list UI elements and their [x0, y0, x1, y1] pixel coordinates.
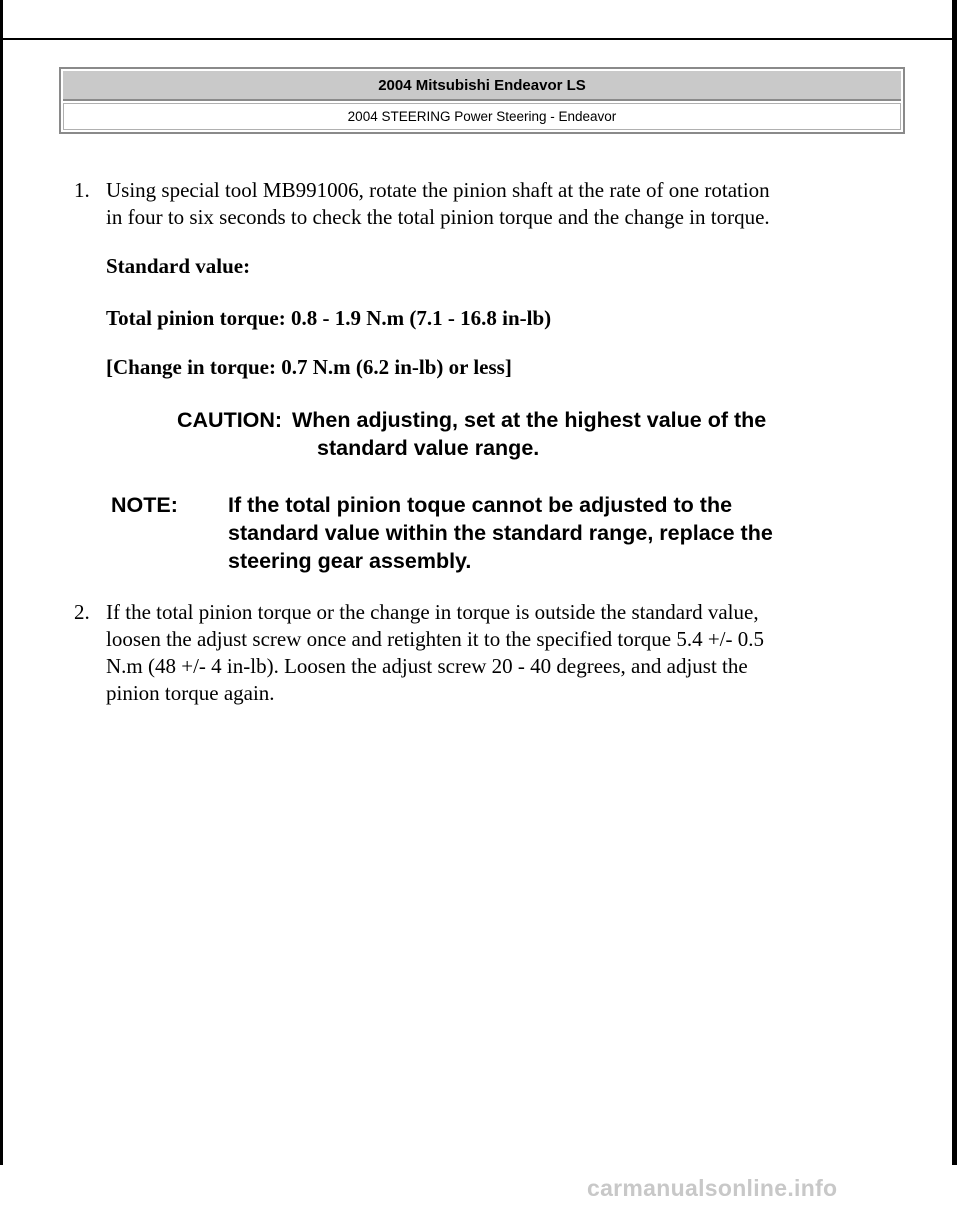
document-header — [59, 67, 905, 134]
note-text — [228, 491, 773, 575]
change-in-torque-spec: [Change in torque: 0.7 N.m (6.2 in-lb) or less] — [106, 355, 512, 379]
step-text — [106, 177, 904, 231]
step-1 — [74, 177, 904, 231]
step-line: loosen the adjust screw once and retighten it to the specified torque 5.4 +/- 0.5 — [106, 627, 764, 651]
caution-line: When adjusting, set at the highest value of the — [292, 408, 767, 432]
caution-text — [292, 406, 766, 462]
note-line: steering gear assembly. — [228, 549, 472, 573]
note-line: standard value within the standard range, replace the — [228, 521, 773, 545]
note-line: If the total pinion toque cannot be adjusted to the — [228, 493, 733, 517]
header-subtitle: 2004 STEERING Power Steering - Endeavor — [63, 103, 901, 130]
total-pinion-torque-spec: Total pinion torque: 0.8 - 1.9 N.m (7.1 - 16.8 in-lb) — [106, 306, 552, 330]
step-line: If the total pinion torque or the change in torque is outside the standard value, — [106, 600, 759, 624]
step-number: 2. — [74, 600, 90, 624]
step-2 — [74, 599, 904, 707]
step-line: Using special tool MB991006, rotate the pinion shaft at the rate of one rotation — [106, 178, 770, 202]
watermark: carmanualsonline.info — [587, 1175, 838, 1201]
page-border-right — [952, 0, 957, 1165]
step-text — [106, 599, 904, 707]
caution-label: CAUTION: — [177, 408, 283, 432]
step-number: 1. — [74, 178, 90, 202]
step-line: in four to six seconds to check the total pinion torque and the change in torque. — [106, 205, 770, 229]
standard-value-heading: Standard value: — [106, 254, 251, 278]
step-line: pinion torque again. — [106, 681, 275, 705]
page-border-top — [0, 38, 957, 40]
caution-line: standard value range. — [317, 436, 540, 460]
note-label: NOTE: — [111, 493, 178, 517]
page-border-left — [0, 0, 3, 1165]
step-line: N.m (48 +/- 4 in-lb). Loosen the adjust screw 20 - 40 degrees, and adjust the — [106, 654, 748, 678]
header-title: 2004 Mitsubishi Endeavor LS — [63, 71, 901, 101]
